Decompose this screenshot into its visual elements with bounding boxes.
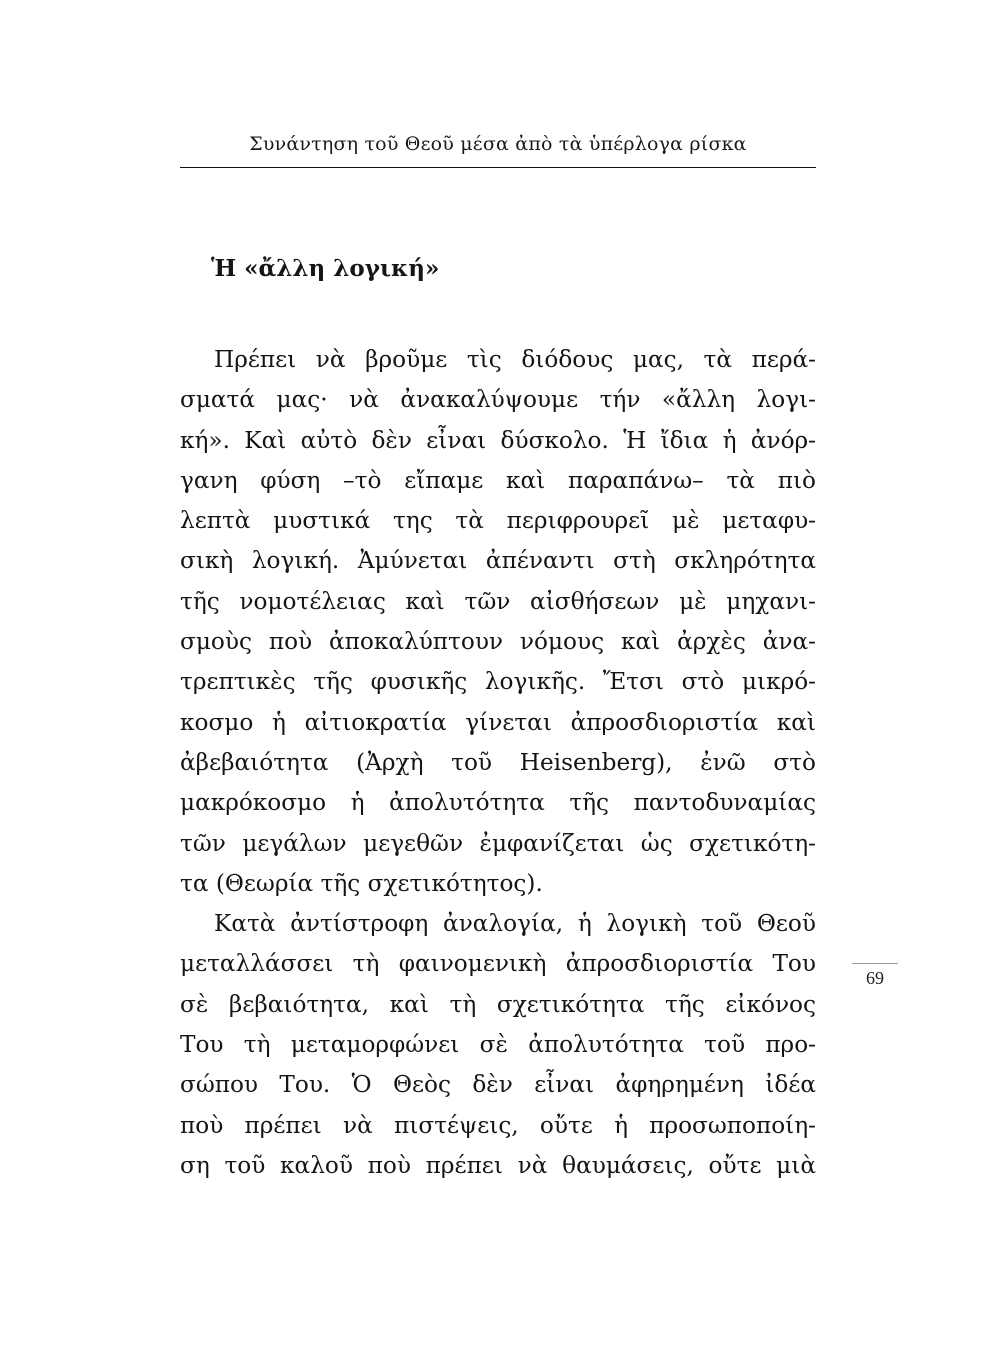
text-line: τῆς νομοτέλειας καὶ τῶν αἰσθήσεων μὲ μηχανι- <box>180 587 816 615</box>
page-number-rule <box>852 963 898 964</box>
text-line: τα (Θεωρία τῆς σχετικότητος). <box>180 869 543 897</box>
text-line: σματά μας· νὰ ἀνακαλύψουμε τήν «ἄλλη λογι- <box>180 386 816 414</box>
paragraph-1 <box>180 340 816 904</box>
text-line: ση τοῦ καλοῦ ποὺ πρέπει νὰ θαυμάσεις, οὔτε μιὰ <box>180 1151 816 1179</box>
text-line: σμοὺς ποὺ ἀποκαλύπτουν νόμους καὶ ἀρχὲς ἀνα- <box>180 628 816 656</box>
text-line: σικὴ λογική. Ἀμύνεται ἀπέναντι στὴ σκληρότητα <box>180 547 816 575</box>
text-line: σὲ βεβαιότητα, καὶ τὴ σχετικότητα τῆς εἰκόνος <box>180 990 816 1018</box>
page-number: 69 <box>866 968 884 988</box>
text-line: γανη φύση –τὸ εἴπαμε καὶ παραπάνω– τὰ πιὸ <box>180 466 816 494</box>
text-line: σώπου Του. Ὁ Θεὸς δὲν εἶναι ἀφηρημένη ἰδέα <box>180 1071 816 1099</box>
text-line: τῶν μεγάλων μεγεθῶν ἐμφανίζεται ὡς σχετικότη- <box>180 829 816 857</box>
section-title: Ἡ «ἄλλη λογική» <box>211 255 440 282</box>
text-line: τρεπτικὲς τῆς φυσικῆς λογικῆς. Ἔτσι στὸ μικρό- <box>180 668 816 696</box>
header-rule <box>180 167 816 168</box>
paragraph-2 <box>180 904 816 1186</box>
text-line: ποὺ πρέπει νὰ πιστέψεις, οὔτε ἡ προσωποποίη- <box>180 1111 816 1139</box>
body-text <box>180 340 816 1186</box>
text-line: κοσμο ἡ αἰτιοκρατία γίνεται ἀπροσδιοριστία καὶ <box>180 708 816 736</box>
text-line: λεπτὰ μυστικά της τὰ περιφρουρεῖ μὲ μεταφυ- <box>180 507 816 535</box>
text-line: Του τὴ μεταμορφώνει σὲ ἀπολυτότητα τοῦ προ- <box>180 1031 816 1059</box>
running-head: Συνάντηση τοῦ Θεοῦ μέσα ἀπὸ τὰ ὑπέρλογα ρίσκα <box>249 133 747 155</box>
text-line: μακρόκοσμο ἡ ἀπολυτότητα τῆς παντοδυναμίας <box>180 789 816 817</box>
text-line: μεταλλάσσει τὴ φαινομενικὴ ἀπροσδιοριστία Του <box>180 950 816 978</box>
text-line: ἀβεβαιότητα (Ἀρχὴ τοῦ Heisenberg), ἐνῶ στὸ <box>180 748 816 776</box>
text-line: Κατὰ ἀντίστροφη ἀναλογία, ἡ λογικὴ τοῦ Θεοῦ <box>214 910 816 938</box>
text-line: κή». Καὶ αὐτὸ δὲν εἶναι δύσκολο. Ἡ ἴδια ἡ ἀνόρ- <box>180 426 816 454</box>
text-line: Πρέπει νὰ βροῦμε τὶς διόδους μας, τὰ περά- <box>214 346 816 373</box>
